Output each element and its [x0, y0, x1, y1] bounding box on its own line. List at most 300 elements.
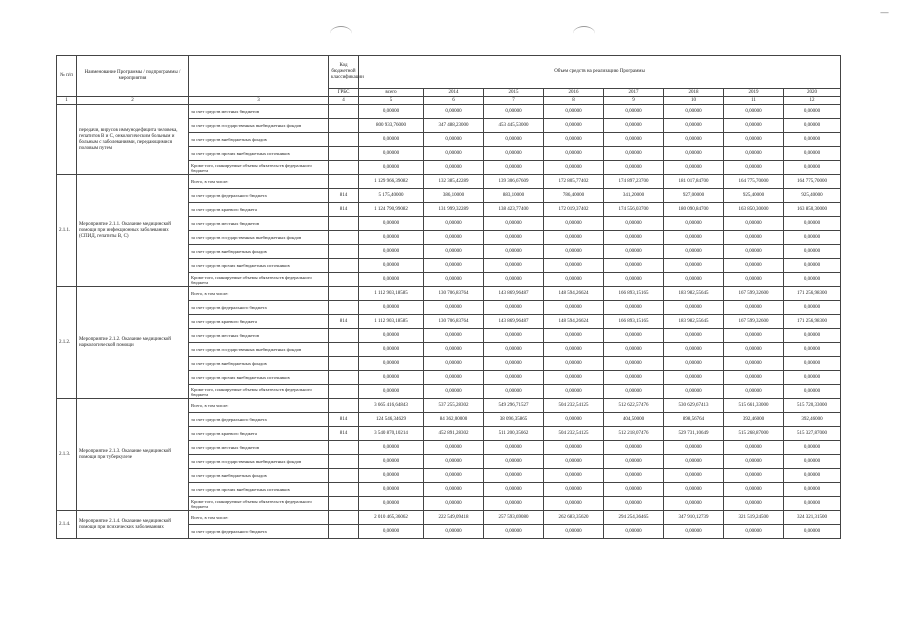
column-index: 4 [329, 97, 359, 105]
amount-cell: 0,00000 [604, 329, 664, 343]
amount-cell: 0,00000 [424, 161, 484, 175]
grbs-code [329, 231, 359, 245]
amount-cell: 512 218,07476 [604, 427, 664, 441]
grbs-code [329, 301, 359, 315]
amount-cell: 257 593,69080 [484, 511, 544, 525]
amount-cell: 321 519,24500 [724, 511, 784, 525]
amount-cell: 0,00000 [544, 147, 604, 161]
amount-cell: 163 850,30000 [724, 203, 784, 217]
amount-cell: 925,40000 [784, 189, 841, 203]
grbs-code [329, 483, 359, 497]
amount-cell: 0,00000 [664, 133, 724, 147]
table-row [57, 287, 841, 301]
header-grbs: ГРБС [329, 89, 359, 97]
amount-cell: 0,00000 [784, 525, 841, 539]
amount-cell: 294 254,36465 [604, 511, 664, 525]
grbs-code [329, 273, 359, 287]
amount-cell: 0,00000 [424, 147, 484, 161]
amount-cell: 0,00000 [604, 217, 664, 231]
table-row [57, 399, 841, 413]
amount-cell: 0,00000 [424, 259, 484, 273]
budget-table [56, 55, 841, 539]
grbs-code [329, 245, 359, 259]
grbs-code [329, 161, 359, 175]
table-body [57, 105, 841, 539]
amount-cell: 324 321,31500 [784, 511, 841, 525]
amount-cell: 0,00000 [359, 273, 424, 287]
column-index: 1 [57, 97, 77, 105]
grbs-code: 814 [329, 413, 359, 427]
amount-cell: 143 869,96487 [484, 315, 544, 329]
amount-cell: 172 805,77402 [544, 175, 604, 189]
amount-cell: 0,00000 [544, 343, 604, 357]
funding-source: за счет средств внебюджетных фондов [189, 245, 329, 259]
amount-cell: 174 556,03700 [604, 203, 664, 217]
amount-cell: 0,00000 [724, 245, 784, 259]
funding-source: за счет средств прочих внебюджетных источников [189, 483, 329, 497]
amount-cell: 171 256,98300 [784, 315, 841, 329]
amount-cell: 515 268,87000 [724, 427, 784, 441]
funding-source: за счет средств государственных внебюджетных фондов [189, 455, 329, 469]
amount-cell: 183 982,55645 [664, 287, 724, 301]
amount-cell: 0,00000 [424, 231, 484, 245]
amount-cell: 0,00000 [484, 483, 544, 497]
amount-cell: 0,00000 [604, 483, 664, 497]
amount-cell: 0,00000 [664, 231, 724, 245]
amount-cell: 504 232,54125 [544, 427, 604, 441]
header-year: 2019 [724, 89, 784, 97]
amount-cell: 1 124 790,99082 [359, 203, 424, 217]
amount-cell: 0,00000 [724, 105, 784, 119]
funding-source: за счет средств местных бюджетов [189, 217, 329, 231]
amount-cell: 0,00000 [664, 147, 724, 161]
amount-cell: 515 720,33000 [784, 399, 841, 413]
amount-cell: 0,00000 [664, 371, 724, 385]
amount-cell: 0,00000 [484, 525, 544, 539]
header-year: 2016 [544, 89, 604, 97]
amount-cell: 1 129 966,39082 [359, 175, 424, 189]
amount-cell: 0,00000 [664, 259, 724, 273]
amount-cell: 0,00000 [664, 483, 724, 497]
funding-source: за счет средств государственных внебюджетных фондов [189, 119, 329, 133]
amount-cell: 0,00000 [484, 161, 544, 175]
amount-cell: 0,00000 [724, 497, 784, 511]
grbs-code [329, 441, 359, 455]
amount-cell: 0,00000 [784, 357, 841, 371]
header-year: 2014 [424, 89, 484, 97]
amount-cell: 0,00000 [424, 245, 484, 259]
amount-cell: 0,00000 [424, 343, 484, 357]
grbs-code [329, 119, 359, 133]
amount-cell: 0,00000 [544, 525, 604, 539]
amount-cell: 529 731,10649 [664, 427, 724, 441]
funding-source: за счет средств федерального бюджета [189, 301, 329, 315]
amount-cell: 0,00000 [544, 483, 604, 497]
amount-cell: 132 385,42289 [424, 175, 484, 189]
amount-cell: 0,00000 [484, 245, 544, 259]
amount-cell: 404,50000 [604, 413, 664, 427]
amount-cell: 0,00000 [664, 161, 724, 175]
amount-cell: 0,00000 [784, 259, 841, 273]
funding-source: за счет средств внебюджетных фондов [189, 133, 329, 147]
header-volume: Объем средств на реализацию Программы [359, 56, 841, 89]
grbs-code [329, 357, 359, 371]
amount-cell: 0,00000 [359, 525, 424, 539]
amount-cell: 0,00000 [724, 329, 784, 343]
table-row [57, 511, 841, 525]
amount-cell: 139 306,67609 [484, 175, 544, 189]
amount-cell: 0,00000 [784, 483, 841, 497]
measure-name: Мероприятие 2.1.3. Оказание медицинской помощи при туберкулезе [77, 399, 189, 511]
amount-cell: 0,00000 [724, 259, 784, 273]
amount-cell: 222 549,09418 [424, 511, 484, 525]
grbs-code: 814 [329, 189, 359, 203]
row-number: 2.1.1. [57, 175, 77, 287]
amount-cell: 1 112 903,18585 [359, 315, 424, 329]
amount-cell: 0,00000 [484, 343, 544, 357]
grbs-code [329, 455, 359, 469]
header-year: 2020 [784, 89, 841, 97]
column-index: 8 [544, 97, 604, 105]
amount-cell: 0,00000 [784, 329, 841, 343]
amount-cell: 180 090,84700 [664, 203, 724, 217]
amount-cell: 164 775,70000 [724, 175, 784, 189]
amount-cell: 0,00000 [724, 357, 784, 371]
grbs-code: 814 [329, 427, 359, 441]
row-number: 2.1.3. [57, 399, 77, 511]
amount-cell: 0,00000 [604, 371, 664, 385]
amount-cell: 0,00000 [424, 525, 484, 539]
amount-cell: 0,00000 [784, 119, 841, 133]
amount-cell: 0,00000 [724, 217, 784, 231]
amount-cell: 0,00000 [784, 231, 841, 245]
amount-cell: 452 891,28302 [424, 427, 484, 441]
funding-source: Всего, в том числе: [189, 175, 329, 189]
amount-cell: 130 706,83764 [424, 287, 484, 301]
funding-source: за счет средств государственных внебюджетных фондов [189, 231, 329, 245]
amount-cell: 0,00000 [544, 497, 604, 511]
amount-cell: 0,00000 [359, 259, 424, 273]
amount-cell: 0,00000 [424, 273, 484, 287]
amount-cell: 925,40000 [724, 189, 784, 203]
amount-cell: 0,00000 [359, 441, 424, 455]
column-index: 2 [77, 97, 189, 105]
funding-source: за счет средств краевого бюджета [189, 427, 329, 441]
amount-cell: 0,00000 [484, 329, 544, 343]
amount-cell: 0,00000 [664, 469, 724, 483]
grbs-code [329, 217, 359, 231]
funding-source: за счет средств внебюджетных фондов [189, 357, 329, 371]
amount-cell: 0,00000 [784, 469, 841, 483]
funding-source: за счет средств федерального бюджета [189, 189, 329, 203]
amount-cell: 0,00000 [359, 231, 424, 245]
amount-cell: 0,00000 [424, 455, 484, 469]
grbs-code [329, 175, 359, 189]
amount-cell: 0,00000 [544, 105, 604, 119]
amount-cell: 0,00000 [784, 371, 841, 385]
amount-cell: 0,00000 [604, 133, 664, 147]
funding-source: за счет средств федерального бюджета [189, 413, 329, 427]
amount-cell: 0,00000 [544, 357, 604, 371]
amount-cell: 0,00000 [604, 161, 664, 175]
grbs-code [329, 343, 359, 357]
table-row [57, 175, 841, 189]
grbs-code [329, 147, 359, 161]
amount-cell: 0,00000 [484, 231, 544, 245]
amount-cell: 167 599,32600 [724, 287, 784, 301]
amount-cell: 0,00000 [424, 217, 484, 231]
grbs-code [329, 497, 359, 511]
amount-cell: 0,00000 [724, 161, 784, 175]
header-name: Наименование Программы / подпрограммы / мероприятия [77, 56, 189, 97]
amount-cell: 0,00000 [424, 301, 484, 315]
amount-cell: 0,00000 [544, 385, 604, 399]
amount-cell: 0,00000 [604, 469, 664, 483]
amount-cell: 172 019,37402 [544, 203, 604, 217]
amount-cell: 0,00000 [359, 371, 424, 385]
amount-cell: 0,00000 [724, 301, 784, 315]
grbs-code [329, 511, 359, 525]
amount-cell: 0,00000 [544, 455, 604, 469]
grbs-code [329, 133, 359, 147]
grbs-code: 814 [329, 203, 359, 217]
amount-cell: 0,00000 [359, 133, 424, 147]
amount-cell: 0,00000 [424, 469, 484, 483]
column-index: 3 [189, 97, 329, 105]
measure-name: передачи, вирусов иммунодефицита человека, гепатитов B и C, онкологическим больным и больным с заболеваниями, передающимися половым путем [77, 105, 189, 175]
amount-cell: 0,00000 [359, 385, 424, 399]
grbs-code [329, 469, 359, 483]
funding-source: Всего, в том числе: [189, 399, 329, 413]
funding-source: за счет средств прочих внебюджетных источников [189, 147, 329, 161]
amount-cell: 143 869,96487 [484, 287, 544, 301]
grbs-code [329, 259, 359, 273]
amount-cell: 0,00000 [484, 105, 544, 119]
amount-cell: 0,00000 [544, 119, 604, 133]
amount-cell: 0,00000 [724, 525, 784, 539]
funding-source: за счет средств внебюджетных фондов [189, 469, 329, 483]
funding-source: за счет средств государственных внебюджетных фондов [189, 343, 329, 357]
amount-cell: 0,00000 [484, 455, 544, 469]
amount-cell: 0,00000 [604, 259, 664, 273]
amount-cell: 0,00000 [544, 231, 604, 245]
grbs-code: 814 [329, 315, 359, 329]
amount-cell: 0,00000 [784, 245, 841, 259]
amount-cell: 0,00000 [784, 217, 841, 231]
amount-cell: 0,00000 [724, 469, 784, 483]
amount-cell: 0,00000 [484, 259, 544, 273]
amount-cell: 530 629,67413 [664, 399, 724, 413]
amount-cell: 0,00000 [359, 147, 424, 161]
amount-cell: 0,00000 [784, 441, 841, 455]
funding-source: за счет средств местных бюджетов [189, 441, 329, 455]
amount-cell: 0,00000 [604, 119, 664, 133]
amount-cell: 0,00000 [664, 217, 724, 231]
measure-name: Мероприятие 2.1.4. Оказание медицинской помощи при психических заболеваниях [77, 511, 189, 539]
header-year: 2018 [664, 89, 724, 97]
amount-cell: 0,00000 [664, 441, 724, 455]
amount-cell: 0,00000 [724, 147, 784, 161]
amount-cell: 138 423,77400 [484, 203, 544, 217]
amount-cell: 0,00000 [484, 217, 544, 231]
column-index: 7 [484, 97, 544, 105]
amount-cell: 0,00000 [544, 371, 604, 385]
amount-cell: 0,00000 [784, 273, 841, 287]
amount-cell: 0,00000 [604, 525, 664, 539]
amount-cell: 549 296,71527 [484, 399, 544, 413]
amount-cell: 148 594,26624 [544, 287, 604, 301]
amount-cell: 0,00000 [724, 441, 784, 455]
amount-cell: 0,00000 [484, 497, 544, 511]
amount-cell: 0,00000 [484, 273, 544, 287]
amount-cell: 5 175,40000 [359, 189, 424, 203]
amount-cell: 148 594,26624 [544, 315, 604, 329]
measure-name: Мероприятие 2.1.2. Оказание медицинской наркологической помощи [77, 287, 189, 399]
amount-cell: 0,00000 [424, 483, 484, 497]
amount-cell: 0,00000 [484, 301, 544, 315]
grbs-code [329, 371, 359, 385]
amount-cell: 0,00000 [784, 343, 841, 357]
amount-cell: 0,00000 [664, 357, 724, 371]
funding-source: Кроме того, планируемые объемы обязательств федерального бюджета [189, 385, 329, 399]
amount-cell: 347 910,12739 [664, 511, 724, 525]
amount-cell: 0,00000 [724, 133, 784, 147]
hole-punch-mark-right [573, 26, 595, 41]
header-num: № п/п [57, 56, 77, 97]
column-index: 10 [664, 97, 724, 105]
amount-cell: 163 850,30000 [784, 203, 841, 217]
column-index: 11 [724, 97, 784, 105]
amount-cell: 0,00000 [484, 469, 544, 483]
amount-cell: 0,00000 [544, 217, 604, 231]
amount-cell: 0,00000 [664, 455, 724, 469]
amount-cell: 0,00000 [359, 301, 424, 315]
amount-cell: 0,00000 [604, 385, 664, 399]
amount-cell: 0,00000 [724, 371, 784, 385]
amount-cell: 0,00000 [484, 441, 544, 455]
amount-cell: 0,00000 [604, 301, 664, 315]
amount-cell: 898,56764 [664, 413, 724, 427]
amount-cell: 386,10000 [424, 189, 484, 203]
column-index-row [57, 97, 841, 105]
amount-cell: 0,00000 [724, 385, 784, 399]
funding-source: за счет средств местных бюджетов [189, 329, 329, 343]
amount-cell: 0,00000 [424, 385, 484, 399]
amount-cell: 0,00000 [359, 483, 424, 497]
column-index: 6 [424, 97, 484, 105]
amount-cell: 167 599,32600 [724, 315, 784, 329]
measure-name: Мероприятие 2.1.1. Оказание медицинской помощи при инфекционных заболеваниях (СПИД, гепатиты B, C) [77, 175, 189, 287]
amount-cell: 0,00000 [784, 105, 841, 119]
funding-source: за счет средств прочих внебюджетных источников [189, 259, 329, 273]
amount-cell: 0,00000 [544, 245, 604, 259]
amount-cell: 0,00000 [544, 413, 604, 427]
header-code: Код бюджетной классификации [329, 56, 359, 89]
amount-cell: 130 706,83764 [424, 315, 484, 329]
amount-cell: 84 362,00000 [424, 413, 484, 427]
amount-cell: 0,00000 [544, 161, 604, 175]
amount-cell: 0,00000 [664, 385, 724, 399]
amount-cell: 0,00000 [359, 357, 424, 371]
amount-cell: 0,00000 [544, 133, 604, 147]
amount-cell: 515 661,33000 [724, 399, 784, 413]
amount-cell: 0,00000 [664, 273, 724, 287]
amount-cell: 0,00000 [424, 329, 484, 343]
amount-cell: 183 982,55645 [664, 315, 724, 329]
amount-cell: 3 540 870,10214 [359, 427, 424, 441]
amount-cell: 164 775,70000 [784, 175, 841, 189]
funding-source: за счет средств федерального бюджета [189, 525, 329, 539]
row-number: 2.1.4. [57, 511, 77, 539]
amount-cell: 0,00000 [604, 231, 664, 245]
amount-cell: 347 488,23000 [424, 119, 484, 133]
amount-cell: 166 893,15165 [604, 315, 664, 329]
amount-cell: 0,00000 [724, 119, 784, 133]
amount-cell: 0,00000 [604, 497, 664, 511]
amount-cell: 0,00000 [359, 497, 424, 511]
funding-source: Кроме того, планируемые объемы обязательств федерального бюджета [189, 273, 329, 287]
corner-mark: — [880, 8, 889, 18]
amount-cell: 0,00000 [424, 105, 484, 119]
amount-cell: 512 622,57476 [604, 399, 664, 413]
amount-cell: 0,00000 [664, 105, 724, 119]
hole-punch-mark-left [330, 26, 352, 41]
amount-cell: 515 327,87000 [784, 427, 841, 441]
amount-cell: 0,00000 [604, 245, 664, 259]
funding-source: за счет средств краевого бюджета [189, 203, 329, 217]
amount-cell: 0,00000 [424, 441, 484, 455]
amount-cell: 0,00000 [359, 217, 424, 231]
amount-cell: 171 256,98300 [784, 287, 841, 301]
header-source [189, 56, 329, 97]
funding-source: Кроме того, планируемые объемы обязательств федерального бюджета [189, 161, 329, 175]
grbs-code [329, 525, 359, 539]
row-number: 2.1.2. [57, 287, 77, 399]
amount-cell: 0,00000 [604, 147, 664, 161]
funding-source: за счет средств прочих внебюджетных источников [189, 371, 329, 385]
header-year: всего [359, 89, 424, 97]
amount-cell: 0,00000 [724, 343, 784, 357]
funding-source: за счет средств местных бюджетов [189, 105, 329, 119]
amount-cell: 786,40000 [544, 189, 604, 203]
amount-cell: 0,00000 [664, 329, 724, 343]
amount-cell: 0,00000 [724, 231, 784, 245]
amount-cell: 0,00000 [664, 343, 724, 357]
amount-cell: 0,00000 [784, 161, 841, 175]
row-number [57, 105, 77, 175]
amount-cell: 0,00000 [784, 301, 841, 315]
amount-cell: 0,00000 [544, 273, 604, 287]
amount-cell: 131 999,32289 [424, 203, 484, 217]
amount-cell: 0,00000 [424, 133, 484, 147]
amount-cell: 174 897,23700 [604, 175, 664, 189]
amount-cell: 0,00000 [359, 329, 424, 343]
amount-cell: 0,00000 [424, 371, 484, 385]
table-row [57, 105, 841, 119]
amount-cell: 0,00000 [664, 245, 724, 259]
amount-cell: 0,00000 [784, 455, 841, 469]
amount-cell: 0,00000 [724, 455, 784, 469]
amount-cell: 0,00000 [664, 497, 724, 511]
grbs-code [329, 105, 359, 119]
amount-cell: 0,00000 [359, 469, 424, 483]
amount-cell: 0,00000 [544, 259, 604, 273]
amount-cell: 927,00000 [664, 189, 724, 203]
amount-cell: 0,00000 [484, 133, 544, 147]
amount-cell: 0,00000 [359, 161, 424, 175]
amount-cell: 453 445,53000 [484, 119, 544, 133]
grbs-code [329, 329, 359, 343]
